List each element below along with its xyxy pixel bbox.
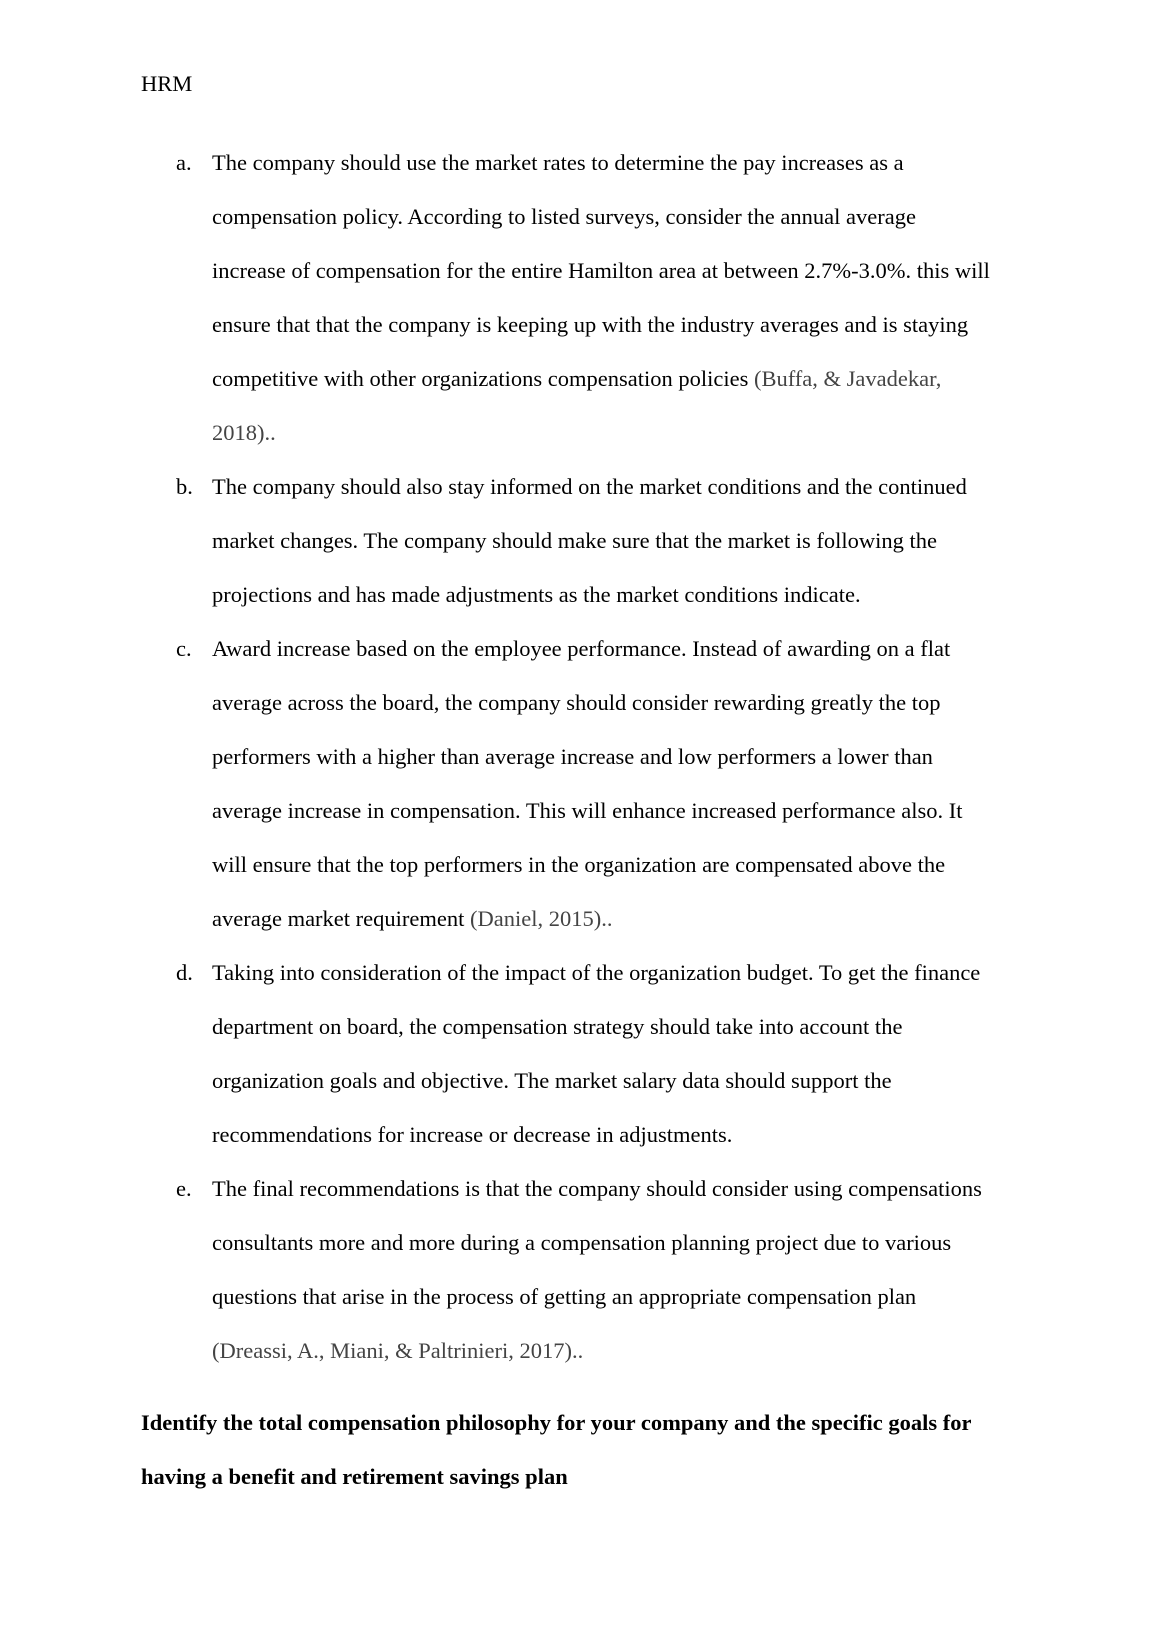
list-marker: c.	[176, 636, 192, 661]
list-marker: b.	[176, 474, 193, 499]
line: will ensure that the top performers in the organization are compensated above the	[212, 852, 946, 877]
list-item	[141, 460, 1041, 622]
line: recommendations for increase or decrease in adjustments.	[212, 1122, 733, 1147]
line	[212, 1324, 1041, 1378]
list-item	[141, 946, 1041, 1162]
line: The company should use the market rates to determine the pay increases as a	[212, 150, 904, 175]
heading-line: having a benefit and retirement savings plan	[141, 1464, 568, 1489]
line: Taking into consideration of the impact of the organization budget. To get the finance	[212, 960, 981, 985]
list-marker: a.	[176, 150, 192, 175]
list-item	[141, 1162, 1041, 1378]
line: Award increase based on the employee performance. Instead of awarding on a flat	[212, 636, 951, 661]
list-item	[141, 136, 1041, 460]
line	[212, 406, 1041, 460]
line: compensation policy. According to listed surveys, consider the annual average	[212, 204, 916, 229]
line: ensure that that the company is keeping up with the industry averages and is staying	[212, 312, 969, 337]
citation: 2018)..	[212, 420, 276, 445]
line: consultants more and more during a compensation planning project due to various	[212, 1230, 952, 1255]
list-marker: d.	[176, 960, 193, 985]
section-heading	[141, 1396, 1041, 1504]
line: department on board, the compensation strategy should take into account the	[212, 1014, 903, 1039]
line: The final recommendations is that the company should consider using compensations	[212, 1176, 982, 1201]
heading-line: Identify the total compensation philosophy for your company and the specific goals for	[141, 1410, 972, 1435]
citation: (Buffa, & Javadekar,	[753, 366, 942, 391]
line: performers with a higher than average increase and low performers a lower than	[212, 744, 933, 769]
line-text: competitive with other organizations compensation policies	[212, 366, 754, 391]
citation: (Dreassi, A., Miani, & Paltrinieri, 2017)..	[212, 1338, 584, 1363]
line: The company should also stay informed on the market conditions and the continued	[212, 474, 967, 499]
line: questions that arise in the process of getting an appropriate compensation plan	[212, 1284, 917, 1309]
line: increase of compensation for the entire Hamilton area at between 2.7%-3.0%. this will	[212, 258, 990, 283]
line: organization goals and objective. The market salary data should support the	[212, 1068, 892, 1093]
list-item	[141, 622, 1041, 946]
line: average increase in compensation. This will enhance increased performance also. It	[212, 798, 963, 823]
line: market changes. The company should make sure that the market is following the	[212, 528, 938, 553]
page-header: HRM	[141, 71, 193, 96]
line	[212, 892, 1041, 946]
citation: (Daniel, 2015)..	[469, 906, 613, 931]
line	[212, 352, 1041, 406]
list-marker: e.	[176, 1176, 192, 1201]
line: average across the board, the company should consider rewarding greatly the top	[212, 690, 941, 715]
line: projections and has made adjustments as the market conditions indicate.	[212, 582, 861, 607]
recommendation-list	[141, 136, 1041, 1378]
line-text: average market requirement	[212, 906, 470, 931]
